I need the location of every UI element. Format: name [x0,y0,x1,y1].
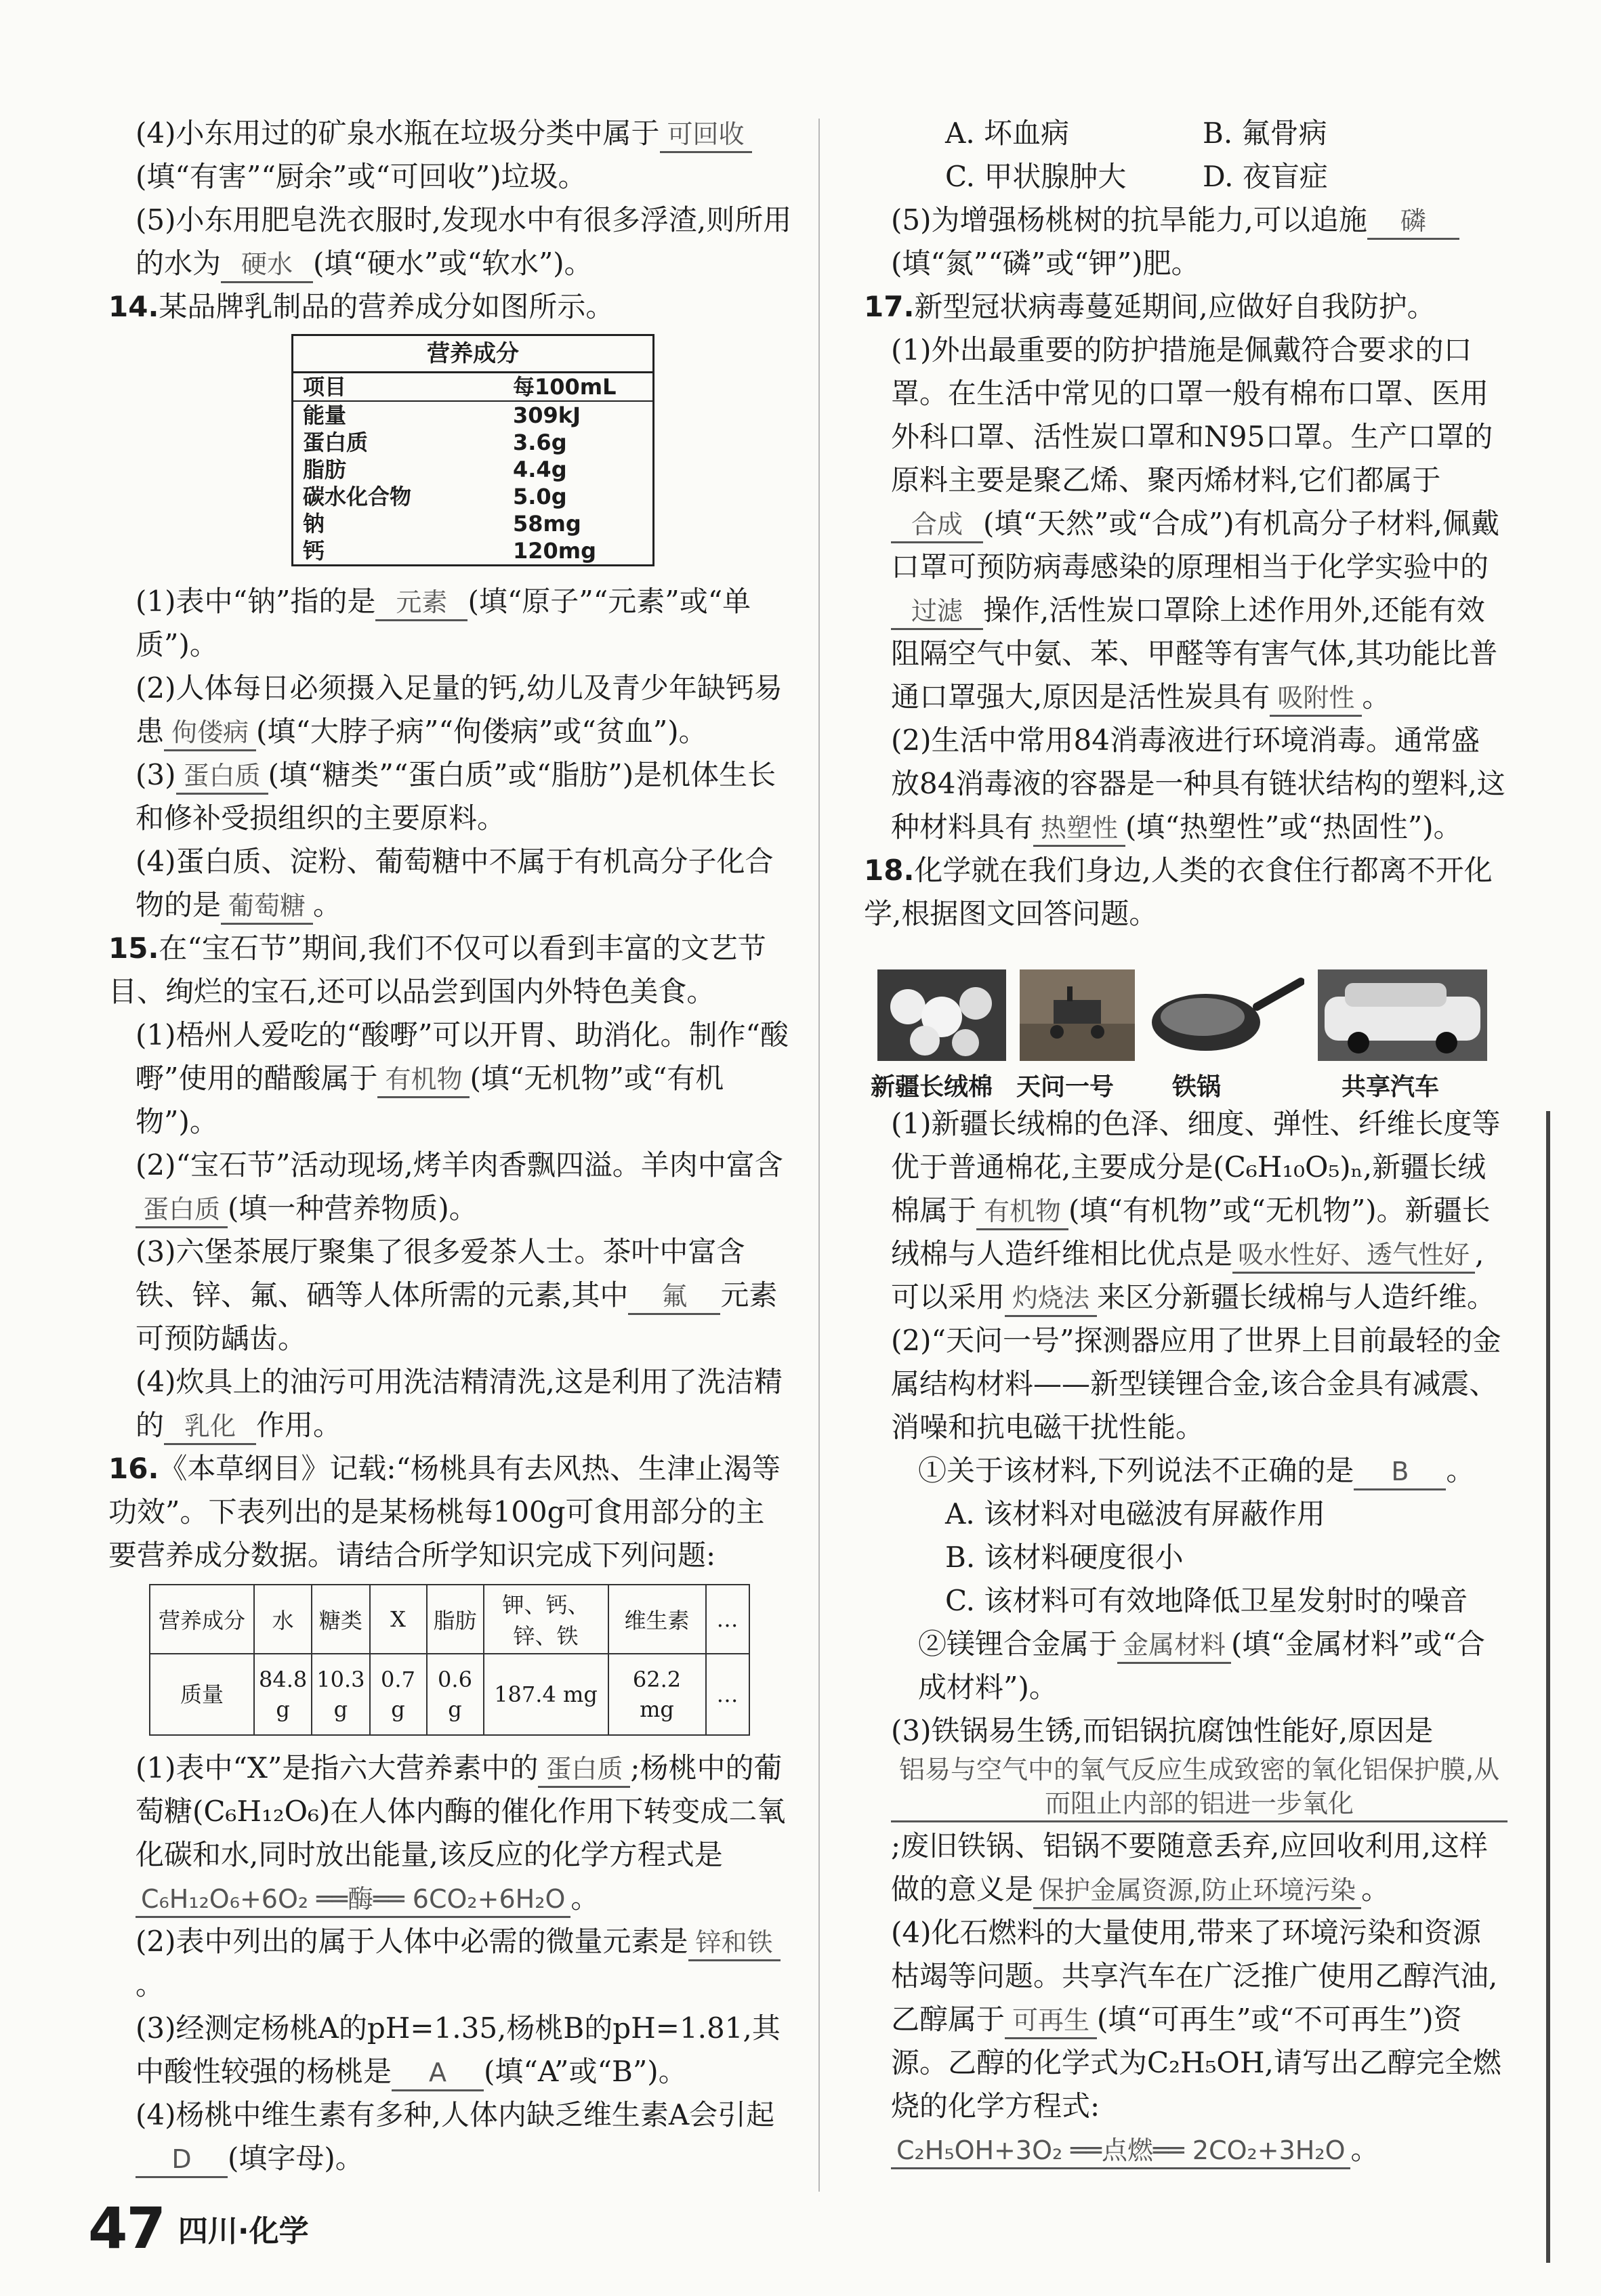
column-divider [818,119,820,2192]
yangtao-table [149,1584,750,1736]
q15-part3: (3)六堡茶展厅聚集了很多爱茶人士。茶叶中富含铁、锌、氟、硒等人体所需的元素,其中 氟 元素可预防龋齿。 [136,1235,778,1355]
table-cell: 84.8 g [254,1654,312,1735]
q18-stem: 18.化学就在我们身边,人类的衣食住行都离不开化学,根据图文回答问题。 [864,854,1493,930]
answer-blank[interactable]: 铝易与空气中的氧气反应生成致密的氧化铝保护膜,从而阻止内部的铝进一步氧化 [891,1753,1508,1822]
option-b[interactable]: B. 该材料硬度很小 [945,1541,1184,1574]
q18-part2: (2)“天问一号”探测器应用了世界上目前最轻的金属结构材料——新型镁锂合金,该合金具有减震、消噪和抗电磁干扰性能。 [891,1324,1501,1444]
nutrition-row: 项目 每100mL [293,373,652,402]
cotton-image [877,969,1006,1064]
table-header: … [706,1585,749,1654]
answer-blank[interactable]: 锌和铁 [688,1925,781,1961]
q16-part4: (4)杨桃中维生素有多种,人体内缺乏维生素A会引起D (填字母)。 [108,2093,793,2180]
table-row [150,1654,749,1735]
answer-blank[interactable]: 佝偻病 [164,715,256,751]
answer-blank[interactable]: 乳化 [164,1409,256,1445]
q14-part4: (4)蛋白质、淀粉、葡萄糖中不属于有机高分子化合物的是 葡萄糖 。 [108,840,793,927]
table-cell: 187.4 mg [484,1654,608,1735]
nutrition-row: 钙 120mg [303,538,597,564]
answer-blank[interactable]: 硬水 [221,247,313,283]
answer-blank[interactable]: A [392,2055,484,2091]
answer-blank[interactable]: 过滤 [891,594,983,630]
q16-part2: (2)表中列出的属于人体中必需的微量元素是 锌和铁。 [108,1920,793,2007]
q18-part3: (3)铁锅易生锈,而铝锅抗腐蚀性能好,原因是铝易与空气中的氧气反应生成致密的氧化铝保护膜,从而阻止内部的铝进一步氧化;废旧铁锅、铝锅不要随意丢弃,应回收利用,这样做的意义是 保护金属资源,防止环境污染 。 [864,1709,1508,1911]
answer-blank[interactable]: 合成 [891,507,983,543]
q16-part5: (5)为增强杨桃树的抗旱能力,可以追施 磷(填“氮”“磷”或“钾”)肥。 [864,199,1508,285]
q14-stem: 14.某品牌乳制品的营养成分如图所示。 [108,290,615,323]
answer-blank[interactable]: 可回收 [660,117,752,153]
nutrition-row: 碳水化合物 5.0g [303,484,567,509]
left-column [108,112,793,2180]
table-header: 钾、钙、锌、铁 [484,1585,608,1654]
table-header: 维生素 [608,1585,706,1654]
answer-blank[interactable]: 蛋白质 [538,1752,630,1788]
q15-part4: (4)炊具上的油污可用洗洁精清洗,这是利用了洗洁精的 乳化 作用。 [108,1360,793,1447]
answer-blank[interactable]: 氟 [628,1279,720,1315]
q16-options-row2 [864,155,1508,199]
q16-stem: 16.《本草纲目》记载:“杨桃具有去风热、生津止渴等功效”。下表列出的是某杨桃每100g可食用部分的主要营养成分数据。请结合所学知识完成下列问题: [108,1452,781,1572]
nutrition-row: 钠 58mg [303,511,581,537]
answer-blank[interactable]: 吸附性 [1270,681,1362,717]
q17-part2: (2)生活中常用84消毒液进行环境消毒。通常盛放84消毒液的容器是一种具有链状结构的塑料,这种材料具有 热塑性 (填“热塑性”或“热固性”)。 [864,719,1508,849]
table-header: 水 [254,1585,312,1654]
answer-blank[interactable]: D [136,2142,228,2178]
q18-part1: (1)新疆长绒棉的色泽、细度、弹性、纤维长度等优于普通棉花,主要成分是(C₆H₁₀O₅)ₙ,新疆长绒棉属于 有机物 (填“有机物”或“无机物”)。新疆长绒棉与人造纤维相比优点是 吸水性好、透气性好 ,可以采用 灼烧法 来区分新疆长绒棉与人造纤维。 [864,1102,1508,1319]
answer-blank[interactable]: 金属材料 [1117,1628,1231,1664]
caption: 新疆长绒棉 [871,1073,993,1101]
q17-stem: 17.新型冠状病毒蔓延期间,应做好自我防护。 [864,290,1436,323]
q16-part3: (3)经测定杨桃A的pH=1.35,杨桃B的pH=1.81,其中酸性较强的杨桃是 A (填“A”或“B”)。 [108,2007,793,2093]
answer-blank[interactable]: 蛋白质 [136,1192,228,1228]
wok-image [1148,969,1304,1064]
q14-part3: (3) 蛋白质 (填“糖类”“蛋白质”或“脂肪”)是机体生长和修补受损组织的主要原料。 [136,758,776,835]
q17-part1: (1)外出最重要的防护措施是佩戴符合要求的口罩。在生活中常见的口罩一般有棉布口罩、医用外科口罩、活性炭口罩和N95口罩。生产口罩的原料主要是聚乙烯、聚丙烯材料,它们都属于合成 (填“天然”或“合成”)有机高分子材料,佩戴口罩可预防病毒感染的原理相当于化学实验中的过滤 操作,活性炭口罩除上述作用外,还能有效阻隔空气中氨、苯、甲醛等有害气体,其功能比普通口罩强大,原因是活性炭具有 吸附性 。 [864,329,1508,719]
answer-blank[interactable]: 吸水性好、透气性好 [1232,1238,1475,1274]
answer-blank[interactable]: 有机物 [976,1194,1068,1230]
answer-equation[interactable]: C₆H₁₂O₆+6O₂ ══酶══ 6CO₂+6H₂O [136,1882,570,1918]
caption: 天问一号 [1016,1073,1115,1101]
nutrition-table-title: 营养成分 [293,336,652,373]
answer-blank[interactable]: 磷 [1367,204,1459,240]
answer-blank[interactable]: 热塑性 [1033,811,1125,847]
table-cell: … [706,1654,749,1735]
q18-part2-sub1: ①关于该材料,下列说法不正确的是 B 。 [864,1449,1508,1493]
right-column [864,112,1508,2171]
table-cell: 质量 [150,1654,254,1735]
answer-blank[interactable]: 保护金属资源,防止环境污染 [1033,1873,1361,1909]
option-d[interactable]: D. 夜盲症 [1203,160,1328,193]
volume-label: 四川·化学 [178,2214,309,2249]
answer-blank[interactable]: 有机物 [377,1062,470,1098]
rover-image [1020,969,1135,1064]
nutrition-row: 脂肪 4.4g [303,457,567,482]
table-cell: 0.7 g [370,1654,427,1735]
answer-blank[interactable]: 蛋白质 [176,759,268,795]
answer-blank[interactable]: 葡萄糖 [221,889,313,925]
q14-part2: (2)人体每日必须摄入足量的钙,幼儿及青少年缺钙易患 佝偻病 (填“大脖子病”“佝偻病”或“贫血”)。 [108,667,793,753]
q16-part1: (1)表中“X”是指六大营养素中的 蛋白质 ;杨桃中的葡萄糖(C₆H₁₂O₆)在人体内酶的催化作用下转变成二氧化碳和水,同时放出能量,该反应的化学方程式是 C₆H₁₂O₆+6O₂ ══酶══ 6CO₂+6H₂O 。 [108,1747,793,1920]
q15-part1: (1)梧州人爱吃的“酸嘢”可以开胃、助消化。制作“酸嘢”使用的醋酸属于 有机物 (填“无机物”或“有机物”)。 [136,1018,789,1138]
q16-options-row1 [864,112,1508,155]
option-c[interactable]: C. 该材料可有效地降低卫星发射时的噪音 [945,1584,1468,1617]
answer-blank[interactable]: 灼烧法 [1005,1281,1097,1317]
page-number: 47 [88,2195,165,2261]
figure-captions [871,1068,1508,1102]
option-a[interactable]: A. 该材料对电磁波有屏蔽作用 [945,1497,1326,1530]
caption: 共享汽车 [1342,1073,1440,1101]
nutrition-row: 能量 309kJ [303,402,581,428]
q15-stem: 15.在“宝石节”期间,我们不仅可以看到丰富的文艺节目、绚烂的宝石,还可以品尝到国内外特色美食。 [108,932,766,1008]
answer-equation[interactable]: C₂H₅OH+3O₂ ══点燃══ 2CO₂+3H₂O [891,2133,1350,2169]
caption: 铁锅 [1172,1073,1222,1101]
answer-blank[interactable]: B [1354,1455,1446,1490]
page-edge-shadow [1546,1111,1550,2263]
answer-blank[interactable]: 可再生 [1005,2003,1097,2039]
nutrition-table [291,334,654,566]
q13-part5: (5)小东用肥皂洗衣服时,发现水中有很多浮渣,则所用的水为 硬水 (填“硬水”或“软水”)。 [108,199,793,285]
q18-figures [877,969,1508,1064]
q15-part2: (2)“宝石节”活动现场,烤羊肉香飘四溢。羊肉中富含蛋白质 (填一种营养物质)。 [108,1144,793,1230]
nutrition-row: 蛋白质 3.6g [303,430,567,455]
table-cell: 0.6 g [427,1654,484,1735]
q14-part1: (1)表中“钠”指的是 元素 (填“原子”“元素”或“单质”)。 [136,585,751,661]
table-header: 糖类 [312,1585,369,1654]
q18-part2-sub2: ②镁锂合金属于 金属材料 (填“金属材料”或“合成材料”)。 [918,1627,1485,1704]
table-header: X [370,1585,427,1654]
table-cell: 62.2 mg [608,1654,706,1735]
page-footer [88,2195,309,2261]
table-header-row [150,1585,749,1654]
table-header: 脂肪 [427,1585,484,1654]
option-c[interactable]: C. 甲状腺肿大 [945,160,1127,193]
q18-part4: (4)化石燃料的大量使用,带来了环境污染和资源枯竭等问题。共享汽车在广泛推广使用乙醇汽油,乙醇属于 可再生 (填“可再生”或“不可再生”)资源。乙醇的化学式为C₂H₅OH,请写出乙醇完全燃烧的化学方程式:C₂H₅OH+3O₂ ══点燃══ 2CO₂+3H₂O 。 [864,1911,1508,2171]
car-image [1318,969,1487,1064]
q13-part4: (4)小东用过的矿泉水瓶在垃圾分类中属于 可回收(填“有害”“厨余”或“可回收”)垃圾。 [108,112,793,199]
option-b[interactable]: B. 氟骨病 [1203,117,1327,150]
answer-blank[interactable]: 元素 [375,585,467,621]
table-cell: 10.3 g [312,1654,369,1735]
table-header: 营养成分 [150,1585,254,1654]
option-a[interactable]: A. 坏血病 [945,117,1070,150]
